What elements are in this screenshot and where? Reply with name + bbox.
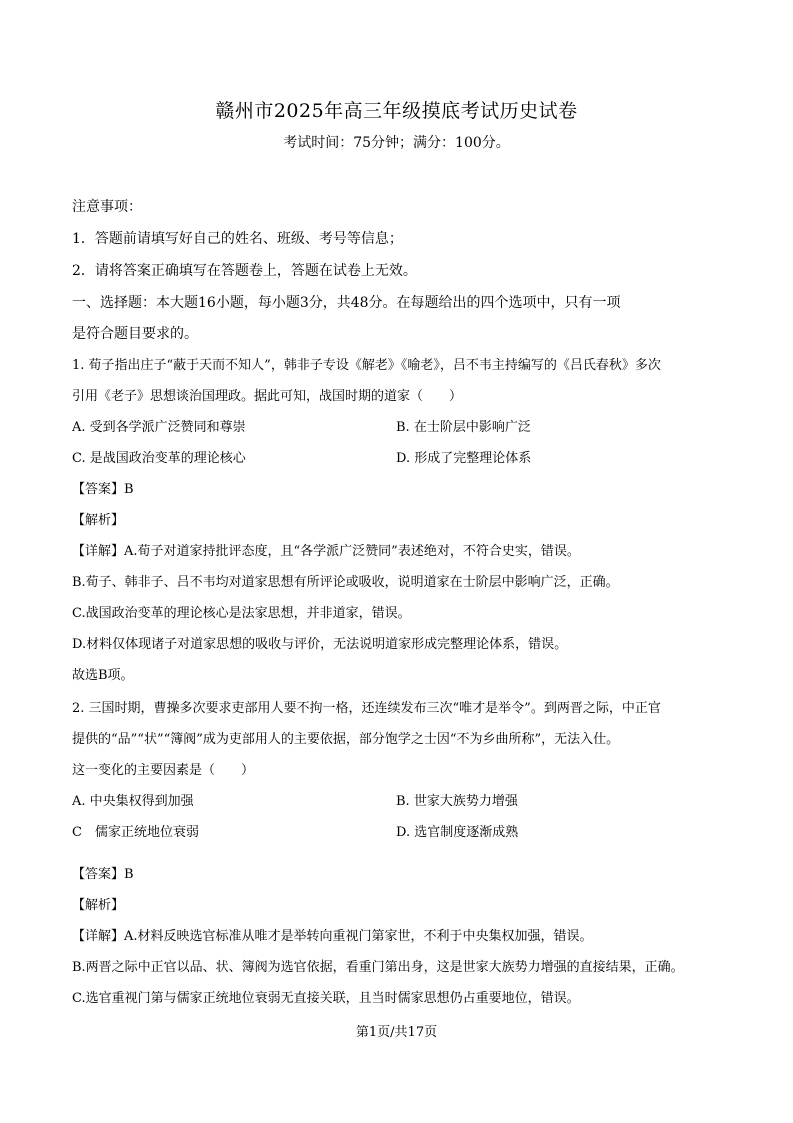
q1-explanation-a: 【详解】A.荀子对道家持批评态度，且“各学派广泛赞同”表述绝对，不符合史实，错误。 — [72, 544, 580, 559]
note-2: 2．请将答案正确填写在答题卷上，答题在试卷上无效。 — [72, 263, 417, 279]
q2-option-c: C 儒家正统地位衰弱 — [72, 825, 199, 840]
q1-option-a: A. 受到各学派广泛赞同和尊崇 — [72, 420, 246, 435]
q1-stem-line2: 引用《老子》思想谈治国理政。据此可知，战国时期的道家（ ） — [72, 389, 463, 404]
section-instruction-line2: 是符合题目要求的。 — [72, 326, 198, 342]
q1-answer: 【答案】B — [72, 482, 134, 497]
q2-option-a: A. 中央集权得到加强 — [72, 794, 194, 809]
q2-stem-line3: 这一变化的主要因素是（ ） — [72, 763, 255, 778]
notes-heading: 注意事项： — [72, 199, 142, 215]
q2-answer: 【答案】B — [72, 867, 134, 882]
q2-analysis-label: 【解析】 — [72, 898, 125, 913]
note-1: 1．答题前请填写好自己的姓名、班级、考号等信息； — [72, 231, 403, 247]
q2-options-row2 — [72, 823, 732, 843]
q1-options-row1 — [72, 418, 732, 438]
q2-explanation-a: 【详解】A.材料反映选官标准从唯才是举转向重视门第家世，不利于中央集权加强，错误。 — [72, 929, 593, 944]
page-number: 第1页/共17页 — [355, 1025, 438, 1040]
q2-stem-line2: 提供的“品”“状”“簿阀”成为吏部用人的主要依据，部分饱学之士因“不为乡曲所称”，无法入仕。 — [72, 732, 620, 747]
q1-option-b: B. 在士阶层中影响广泛 — [396, 420, 531, 435]
q1-analysis-label: 【解析】 — [72, 513, 125, 528]
q1-explanation-d: D.材料仅体现诸子对道家思想的吸收与评价，无法说明道家形成完整理论体系，错误。 — [72, 637, 568, 652]
q1-explanation-c: C.战国政治变革的理论核心是法家思想，并非道家，错误。 — [72, 606, 411, 621]
exam-subtitle: 考试时间：75分钟；满分：100分。 — [283, 135, 510, 151]
exam-title: 赣州市2025年高三年级摸底考试历史试卷 — [215, 100, 578, 122]
q1-options-row2 — [72, 449, 732, 469]
q1-stem-line1: 1. 荀子指出庄子“蔽于天而不知人”，韩非子专设《解老》《喻老》，吕不韦主持编写的《吕氏春秋》多次 — [72, 358, 661, 373]
q2-option-b: B. 世家大族势力增强 — [396, 794, 518, 809]
q1-conclusion: 故选B项。 — [72, 668, 134, 683]
q1-explanation-b: B.荀子、韩非子、吕不韦均对道家思想有所评论或吸收，说明道家在士阶层中影响广泛，正确。 — [72, 575, 619, 590]
q2-options-row1 — [72, 792, 732, 812]
q2-explanation-b: B.两晋之际中正官以品、状、簿阀为选官依据，看重门第出身，这是世家大族势力增强的直接结果，正确。 — [72, 960, 684, 975]
q1-option-d: D. 形成了完整理论体系 — [396, 451, 532, 466]
q2-option-d: D. 选官制度逐渐成熟 — [396, 825, 519, 840]
q2-explanation-c: C.选官重视门第与儒家正统地位衰弱无直接关联，且当时儒家思想仍占重要地位，错误。 — [72, 991, 580, 1006]
q2-stem-line1: 2. 三国时期，曹操多次要求吏部用人要不拘一格，还连续发布三次“唯才是举令”。到两晋之际，中正官 — [72, 701, 661, 716]
q1-option-c: C. 是战国政治变革的理论核心 — [72, 451, 246, 466]
section-instruction-line1: 一、选择题：本大题16小题，每小题3分，共48分。在每题给出的四个选项中，只有一项 — [72, 295, 621, 311]
